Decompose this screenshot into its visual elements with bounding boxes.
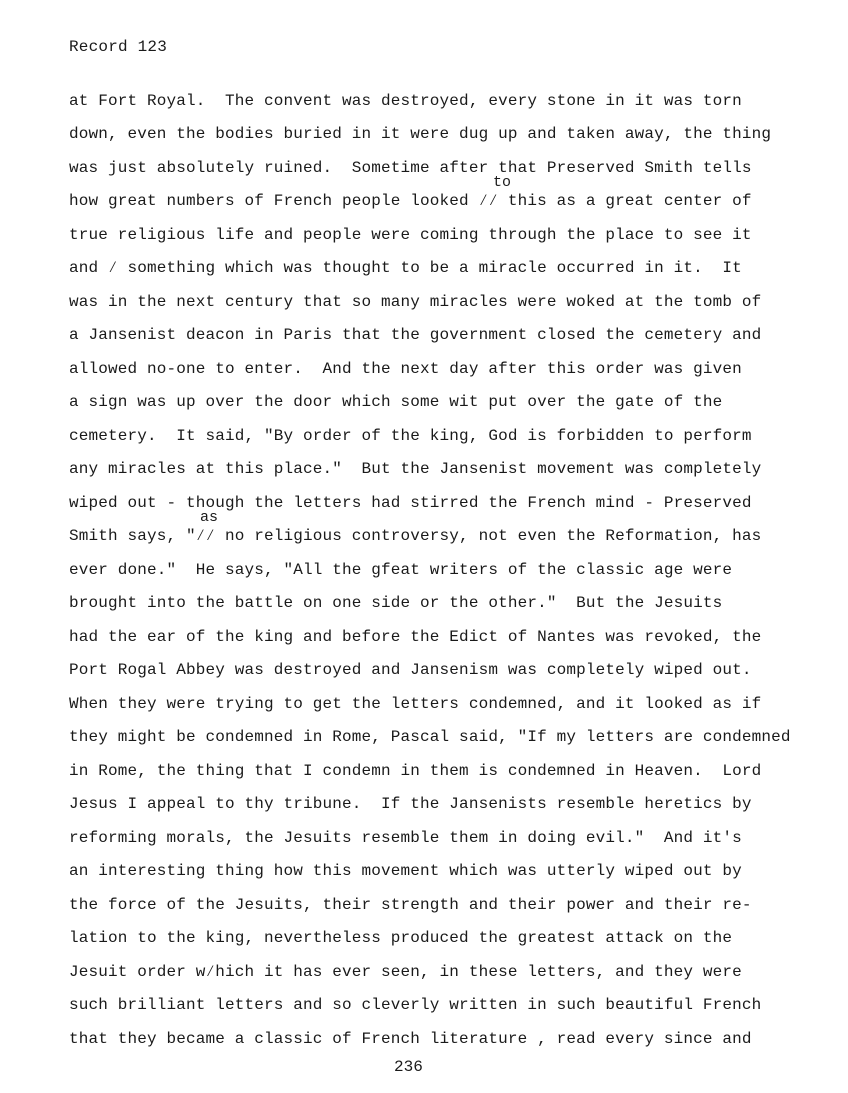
text-line: such brilliant letters and so cleverly written in such beautiful French — [69, 996, 762, 1014]
text-line: Jesuit order w⁄hich it has ever seen, in these letters, and they were — [69, 963, 742, 981]
text-line: reforming morals, the Jesuits resemble them in doing evil." And it's — [69, 829, 742, 847]
text-line: a sign was up over the door which some wit put over the gate of the — [69, 393, 723, 411]
text-line: brought into the battle on one side or the other." But the Jesuits — [69, 594, 723, 612]
text-line: the force of the Jesuits, their strength and their power and their re- — [69, 896, 752, 914]
handwritten-insertion: to — [493, 174, 512, 191]
text-line: cemetery. It said, "By order of the king, God is forbidden to perform — [69, 427, 752, 445]
text-line: was just absolutely ruined. Sometime after that Preserved Smith tells — [69, 159, 752, 177]
text-line: Smith says, "⁄⁄ no religious controversy, not even the Reformation, has — [69, 527, 762, 545]
text-line: Jesus I appeal to thy tribune. If the Jansenists resemble heretics by — [69, 795, 752, 813]
text-line: down, even the bodies buried in it were dug up and taken away, the thing — [69, 125, 772, 143]
text-line: that they became a classic of French literature , read every since and — [69, 1030, 752, 1048]
handwritten-insertion: as — [200, 509, 219, 526]
text-line: and ⁄ something which was thought to be a miracle occurred in it. It — [69, 259, 742, 277]
text-line: in Rome, the thing that I condemn in them is condemned in Heaven. Lord — [69, 762, 762, 780]
page-number: 236 — [394, 1058, 423, 1076]
text-line: ever done." He says, "All the gfeat writers of the classic age were — [69, 561, 733, 579]
text-line: lation to the king, nevertheless produced the greatest attack on the — [69, 929, 733, 947]
text-line: a Jansenist deacon in Paris that the government closed the cemetery and — [69, 326, 762, 344]
text-line: When they were trying to get the letters condemned, and it looked as if — [69, 695, 762, 713]
text-line: Port Rogal Abbey was destroyed and Jansenism was completely wiped out. — [69, 661, 752, 679]
text-line: how great numbers of French people looked ⁄⁄ this as a great center of — [69, 192, 752, 210]
text-line: true religious life and people were coming through the place to see it — [69, 226, 752, 244]
record-header: Record 123 — [69, 38, 168, 56]
text-line: allowed no-one to enter. And the next day after this order was given — [69, 360, 742, 378]
text-line: wiped out - though the letters had stirred the French mind - Preserved — [69, 494, 752, 512]
text-line: had the ear of the king and before the Edict of Nantes was revoked, the — [69, 628, 762, 646]
text-line: at Fort Royal. The convent was destroyed, every stone in it was torn — [69, 92, 742, 110]
text-line: was in the next century that so many miracles were woked at the tomb of — [69, 293, 762, 311]
text-line: they might be condemned in Rome, Pascal said, "If my letters are condemned — [69, 728, 791, 746]
text-line: any miracles at this place." But the Jansenist movement was completely — [69, 460, 762, 478]
text-line: an interesting thing how this movement which was utterly wiped out by — [69, 862, 742, 880]
